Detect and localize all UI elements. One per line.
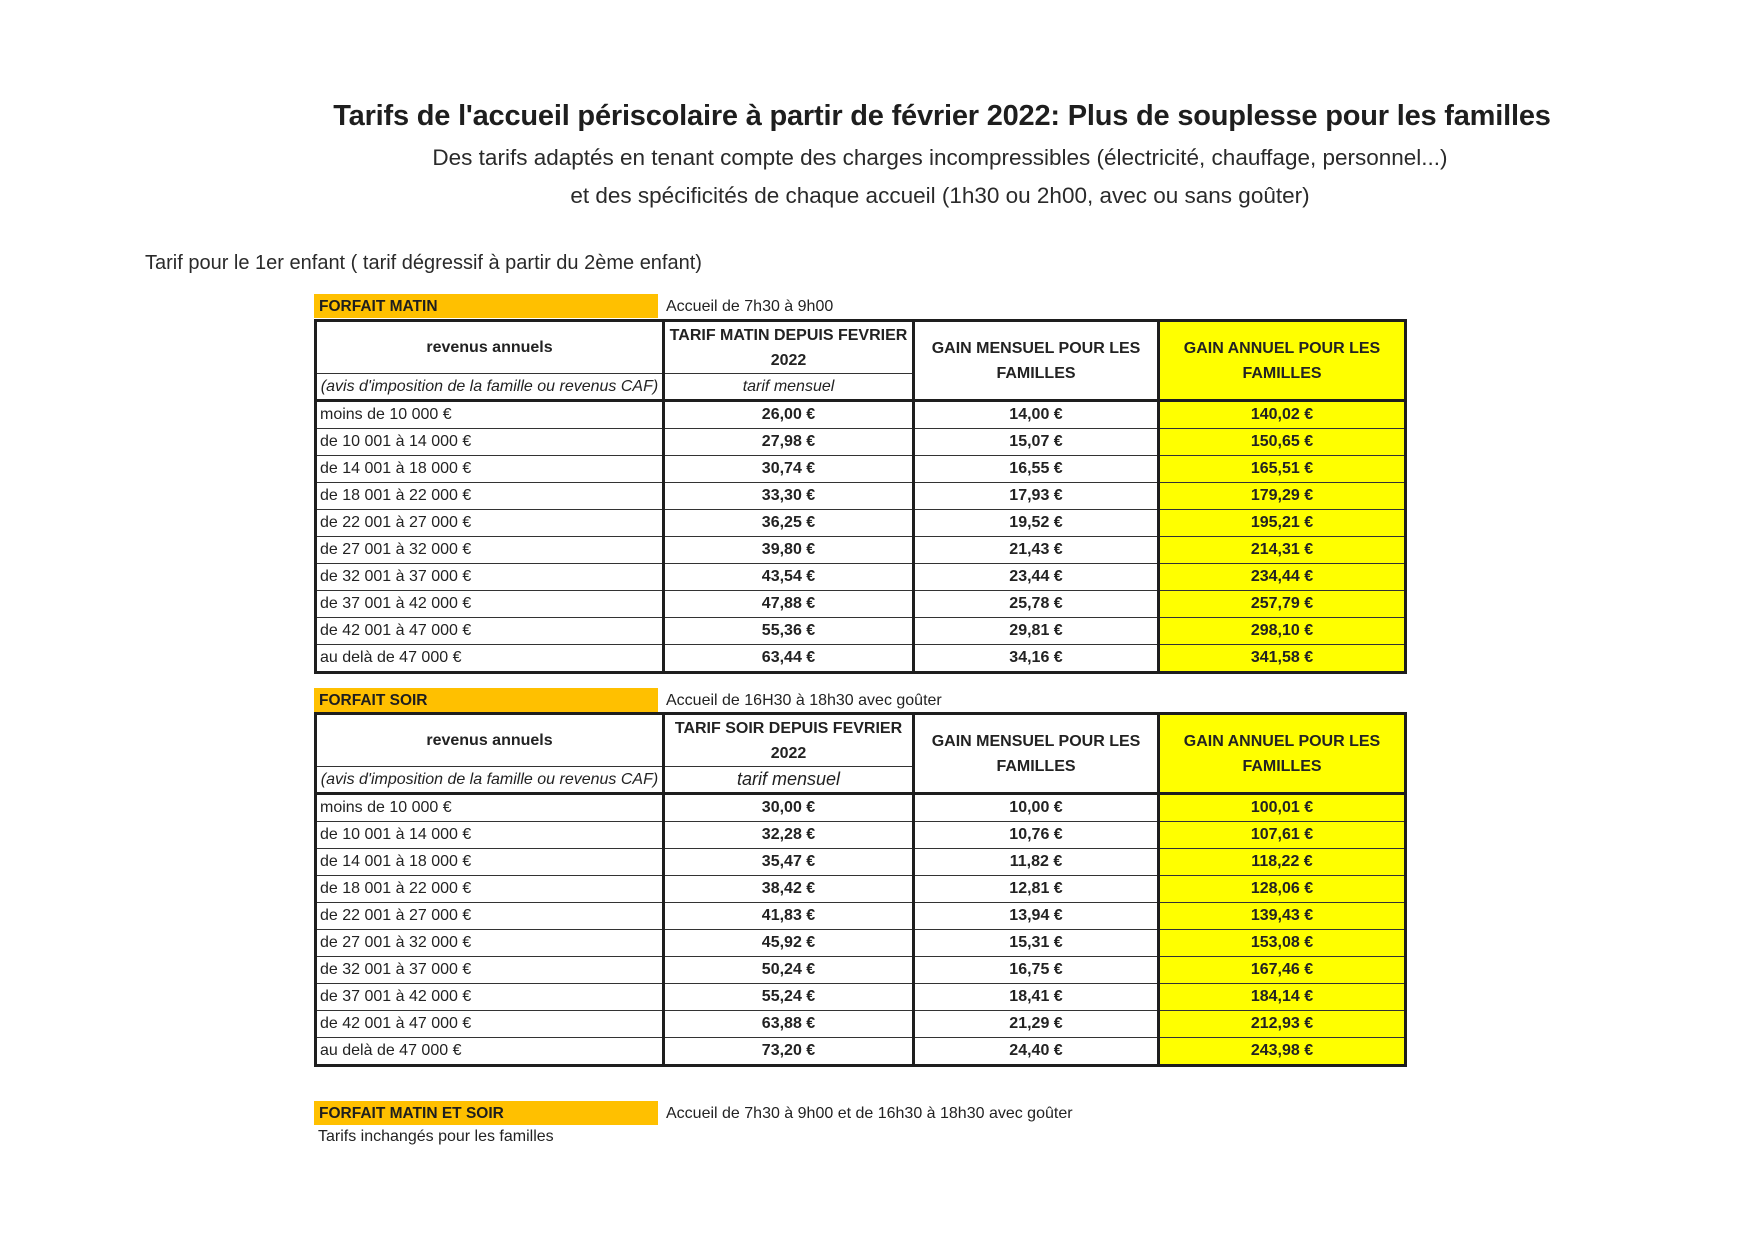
annual-gain-cell: 184,14 € <box>1159 984 1406 1011</box>
monthly-gain-cell: 16,75 € <box>914 957 1159 984</box>
table-row <box>316 401 1406 429</box>
income-range-cell: de 14 001 à 18 000 € <box>316 849 664 876</box>
annual-gain-cell: 118,22 € <box>1159 849 1406 876</box>
income-range-cell: de 14 001 à 18 000 € <box>316 456 664 483</box>
income-range-cell: de 27 001 à 32 000 € <box>316 930 664 957</box>
monthly-gain-cell: 19,52 € <box>914 510 1159 537</box>
income-range-cell: moins de 10 000 € <box>316 401 664 429</box>
forfait-matin-label: FORFAIT MATIN <box>314 294 658 318</box>
monthly-gain-cell: 17,93 € <box>914 483 1159 510</box>
income-note: (avis d'imposition de la famille ou revenus CAF) <box>316 767 664 794</box>
tariff-note: tarif mensuel <box>664 767 914 794</box>
monthly-gain-cell: 12,81 € <box>914 876 1159 903</box>
income-range-cell: de 27 001 à 32 000 € <box>316 537 664 564</box>
forfait-matin-description: Accueil de 7h30 à 9h00 <box>666 298 834 315</box>
annual-gain-cell: 298,10 € <box>1159 618 1406 645</box>
annual-gain-cell: 140,02 € <box>1159 401 1406 429</box>
tariff-cell: 47,88 € <box>664 591 914 618</box>
annual-gain-header: GAIN ANNUEL POUR LES FAMILLES <box>1159 321 1406 401</box>
annual-gain-cell: 128,06 € <box>1159 876 1406 903</box>
table-row <box>316 645 1406 673</box>
tariff-cell: 32,28 € <box>664 822 914 849</box>
tariff-cell: 45,92 € <box>664 930 914 957</box>
income-range-cell: de 10 001 à 14 000 € <box>316 822 664 849</box>
table-row <box>316 537 1406 564</box>
table-row <box>316 849 1406 876</box>
monthly-gain-header: GAIN MENSUEL POUR LES FAMILLES <box>914 321 1159 401</box>
table-row <box>316 483 1406 510</box>
tariff-cell: 55,36 € <box>664 618 914 645</box>
monthly-gain-cell: 15,07 € <box>914 429 1159 456</box>
income-range-cell: de 18 001 à 22 000 € <box>316 876 664 903</box>
table-row <box>316 1038 1406 1066</box>
tariff-header: TARIF SOIR DEPUIS FEVRIER 2022 <box>664 714 914 767</box>
table-row <box>316 984 1406 1011</box>
income-range-cell: de 42 001 à 47 000 € <box>316 1011 664 1038</box>
annual-gain-cell: 179,29 € <box>1159 483 1406 510</box>
income-range-cell: de 32 001 à 37 000 € <box>316 957 664 984</box>
table-row <box>316 903 1406 930</box>
table-row <box>316 794 1406 822</box>
monthly-gain-cell: 14,00 € <box>914 401 1159 429</box>
table-row <box>316 456 1406 483</box>
tariff-cell: 39,80 € <box>664 537 914 564</box>
unchanged-tariffs-note: Tarifs inchangés pour les familles <box>318 1128 554 1145</box>
monthly-gain-header: GAIN MENSUEL POUR LES FAMILLES <box>914 714 1159 794</box>
tariff-cell: 30,00 € <box>664 794 914 822</box>
monthly-gain-cell: 21,43 € <box>914 537 1159 564</box>
subtitle-line-1: Des tarifs adaptés en tenant compte des charges incompressibles (électricité, chauffage, personnel...) <box>432 145 1448 170</box>
annual-gain-cell: 150,65 € <box>1159 429 1406 456</box>
annual-gain-cell: 243,98 € <box>1159 1038 1406 1066</box>
forfait-soir-rows <box>316 794 1406 1066</box>
monthly-gain-cell: 15,31 € <box>914 930 1159 957</box>
tariff-cell: 38,42 € <box>664 876 914 903</box>
tariff-cell: 50,24 € <box>664 957 914 984</box>
tariff-cell: 33,30 € <box>664 483 914 510</box>
annual-gain-header: GAIN ANNUEL POUR LES FAMILLES <box>1159 714 1406 794</box>
tariff-cell: 36,25 € <box>664 510 914 537</box>
income-range-cell: de 22 001 à 27 000 € <box>316 903 664 930</box>
monthly-gain-cell: 13,94 € <box>914 903 1159 930</box>
table-row <box>316 591 1406 618</box>
income-range-cell: de 18 001 à 22 000 € <box>316 483 664 510</box>
monthly-gain-cell: 23,44 € <box>914 564 1159 591</box>
annual-gain-cell: 341,58 € <box>1159 645 1406 673</box>
monthly-gain-cell: 16,55 € <box>914 456 1159 483</box>
monthly-gain-cell: 34,16 € <box>914 645 1159 673</box>
annual-gain-cell: 100,01 € <box>1159 794 1406 822</box>
income-range-cell: de 10 001 à 14 000 € <box>316 429 664 456</box>
forfait-soir-label: FORFAIT SOIR <box>314 688 658 712</box>
tariff-cell: 41,83 € <box>664 903 914 930</box>
forfait-soir-description: Accueil de 16H30 à 18h30 avec goûter <box>666 692 942 709</box>
monthly-gain-cell: 10,00 € <box>914 794 1159 822</box>
annual-gain-cell: 257,79 € <box>1159 591 1406 618</box>
table-row <box>316 822 1406 849</box>
income-range-cell: moins de 10 000 € <box>316 794 664 822</box>
tariff-cell: 63,88 € <box>664 1011 914 1038</box>
annual-gain-cell: 234,44 € <box>1159 564 1406 591</box>
table-row <box>316 930 1406 957</box>
forfait-soir-table <box>314 712 1407 1067</box>
income-range-cell: de 22 001 à 27 000 € <box>316 510 664 537</box>
income-range-cell: de 42 001 à 47 000 € <box>316 618 664 645</box>
annual-gain-cell: 165,51 € <box>1159 456 1406 483</box>
table-row <box>316 618 1406 645</box>
annual-gain-cell: 167,46 € <box>1159 957 1406 984</box>
table-row <box>316 876 1406 903</box>
intro-text: Tarif pour le 1er enfant ( tarif dégressif à partir du 2ème enfant) <box>145 252 702 274</box>
annual-gain-cell: 107,61 € <box>1159 822 1406 849</box>
table-row <box>316 510 1406 537</box>
income-header: revenus annuels <box>316 714 664 767</box>
income-header: revenus annuels <box>316 321 664 374</box>
income-range-cell: au delà de 47 000 € <box>316 645 664 673</box>
monthly-gain-cell: 29,81 € <box>914 618 1159 645</box>
tariff-cell: 55,24 € <box>664 984 914 1011</box>
table-row <box>316 564 1406 591</box>
tariff-cell: 63,44 € <box>664 645 914 673</box>
monthly-gain-cell: 24,40 € <box>914 1038 1159 1066</box>
income-range-cell: de 37 001 à 42 000 € <box>316 984 664 1011</box>
monthly-gain-cell: 18,41 € <box>914 984 1159 1011</box>
annual-gain-cell: 214,31 € <box>1159 537 1406 564</box>
forfait-matin-table <box>314 319 1407 674</box>
income-note: (avis d'imposition de la famille ou revenus CAF) <box>316 374 664 401</box>
tariff-cell: 35,47 € <box>664 849 914 876</box>
tariff-cell: 73,20 € <box>664 1038 914 1066</box>
monthly-gain-cell: 11,82 € <box>914 849 1159 876</box>
income-range-cell: de 32 001 à 37 000 € <box>316 564 664 591</box>
page-title: Tarifs de l'accueil périscolaire à partir de février 2022: Plus de souplesse pour les familles <box>333 100 1551 132</box>
annual-gain-cell: 212,93 € <box>1159 1011 1406 1038</box>
income-range-cell: au delà de 47 000 € <box>316 1038 664 1066</box>
annual-gain-cell: 153,08 € <box>1159 930 1406 957</box>
forfait-matin-rows <box>316 401 1406 673</box>
subtitle-line-2: et des spécificités de chaque accueil (1h30 ou 2h00, avec ou sans goûter) <box>570 183 1310 208</box>
forfait-matin-soir-label: FORFAIT MATIN ET SOIR <box>314 1101 658 1125</box>
monthly-gain-cell: 25,78 € <box>914 591 1159 618</box>
tariff-cell: 27,98 € <box>664 429 914 456</box>
table-row <box>316 957 1406 984</box>
forfait-matin-soir-description: Accueil de 7h30 à 9h00 et de 16h30 à 18h30 avec goûter <box>666 1105 1073 1122</box>
annual-gain-cell: 195,21 € <box>1159 510 1406 537</box>
table-row <box>316 429 1406 456</box>
tariff-note: tarif mensuel <box>664 374 914 401</box>
monthly-gain-cell: 10,76 € <box>914 822 1159 849</box>
tariff-cell: 43,54 € <box>664 564 914 591</box>
tariff-cell: 30,74 € <box>664 456 914 483</box>
table-row <box>316 1011 1406 1038</box>
monthly-gain-cell: 21,29 € <box>914 1011 1159 1038</box>
tariff-cell: 26,00 € <box>664 401 914 429</box>
tariff-header: TARIF MATIN DEPUIS FEVRIER 2022 <box>664 321 914 374</box>
annual-gain-cell: 139,43 € <box>1159 903 1406 930</box>
income-range-cell: de 37 001 à 42 000 € <box>316 591 664 618</box>
